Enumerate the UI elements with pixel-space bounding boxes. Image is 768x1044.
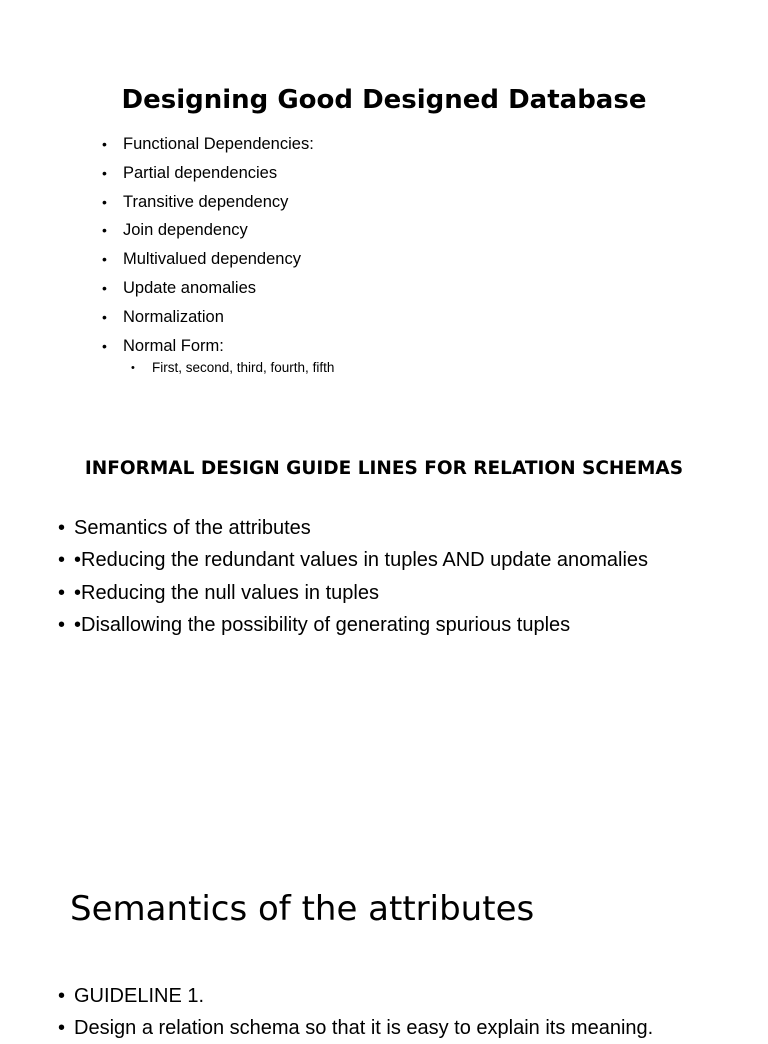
bullet-icon: • [102, 193, 107, 210]
list-item [58, 1012, 653, 1044]
bullet-icon: • [102, 164, 107, 181]
bullet-icon: • [102, 279, 107, 296]
sub-list-item-text: First, second, third, fourth, fifth [152, 360, 335, 375]
slide-designing-database [0, 0, 768, 400]
list-item [102, 245, 314, 274]
slide-informal-guidelines [0, 440, 768, 700]
bullet-icon: • [58, 549, 66, 572]
list-item-text: Multivalued dependency [123, 250, 301, 269]
list-item [102, 130, 314, 159]
inline-bullet-icon: • [74, 613, 82, 636]
list-item [102, 216, 314, 245]
list-item-text: Transitive dependency [123, 192, 289, 211]
slide-semantics-attributes [0, 860, 768, 1039]
list-item [58, 544, 648, 576]
bullet-icon: • [131, 362, 135, 374]
bullet-icon: • [58, 581, 66, 604]
list-item-text: Partial dependencies [123, 163, 278, 182]
slide-title: Designing Good Designed Database [121, 85, 647, 115]
list-item-text: Normalization [123, 307, 224, 326]
sub-bullet-list [131, 357, 334, 379]
list-item [58, 512, 648, 544]
bullet-icon: • [102, 136, 107, 152]
bullet-icon: • [102, 308, 107, 325]
inline-bullet-icon: • [74, 549, 82, 572]
bullet-icon: • [58, 613, 66, 636]
bullet-list [58, 512, 648, 641]
list-item-text: Reducing the redundant values in tuples AND update anomalies [81, 549, 649, 572]
list-item [58, 609, 648, 641]
bullet-icon: • [58, 1017, 66, 1039]
list-item-text: Normal Form: [123, 336, 224, 355]
slide-title: Semantics of the attributes [70, 889, 535, 929]
bullet-icon: • [58, 985, 66, 1007]
bullet-icon: • [102, 251, 107, 268]
list-item-text: Reducing the null values in tuples [81, 581, 379, 604]
bullet-list [102, 130, 314, 360]
list-item [102, 188, 314, 217]
bullet-icon: • [102, 222, 107, 239]
sub-list-item [131, 357, 334, 379]
list-item [102, 159, 314, 188]
list-item [58, 577, 648, 609]
list-item-text: Design a relation schema so that it is easy to explain its meaning. [74, 1017, 654, 1039]
bullet-icon: • [102, 337, 107, 354]
list-item [58, 980, 653, 1012]
slide-title: INFORMAL DESIGN GUIDE LINES FOR RELATION SCHEMAS [84, 458, 684, 479]
list-item-text: Join dependency [123, 221, 248, 240]
list-item-text: Disallowing the possibility of generating spurious tuples [81, 613, 571, 636]
list-item [102, 303, 314, 332]
bullet-list [58, 980, 653, 1044]
list-item-text: GUIDELINE 1. [74, 985, 205, 1007]
bullet-icon: • [58, 517, 66, 539]
inline-bullet-icon: • [74, 581, 82, 604]
list-item-text: Update anomalies [123, 278, 256, 297]
list-item [102, 274, 314, 303]
list-item-text: Semantics of the attributes [74, 517, 311, 539]
list-item-text: Functional Dependencies: [123, 135, 314, 153]
